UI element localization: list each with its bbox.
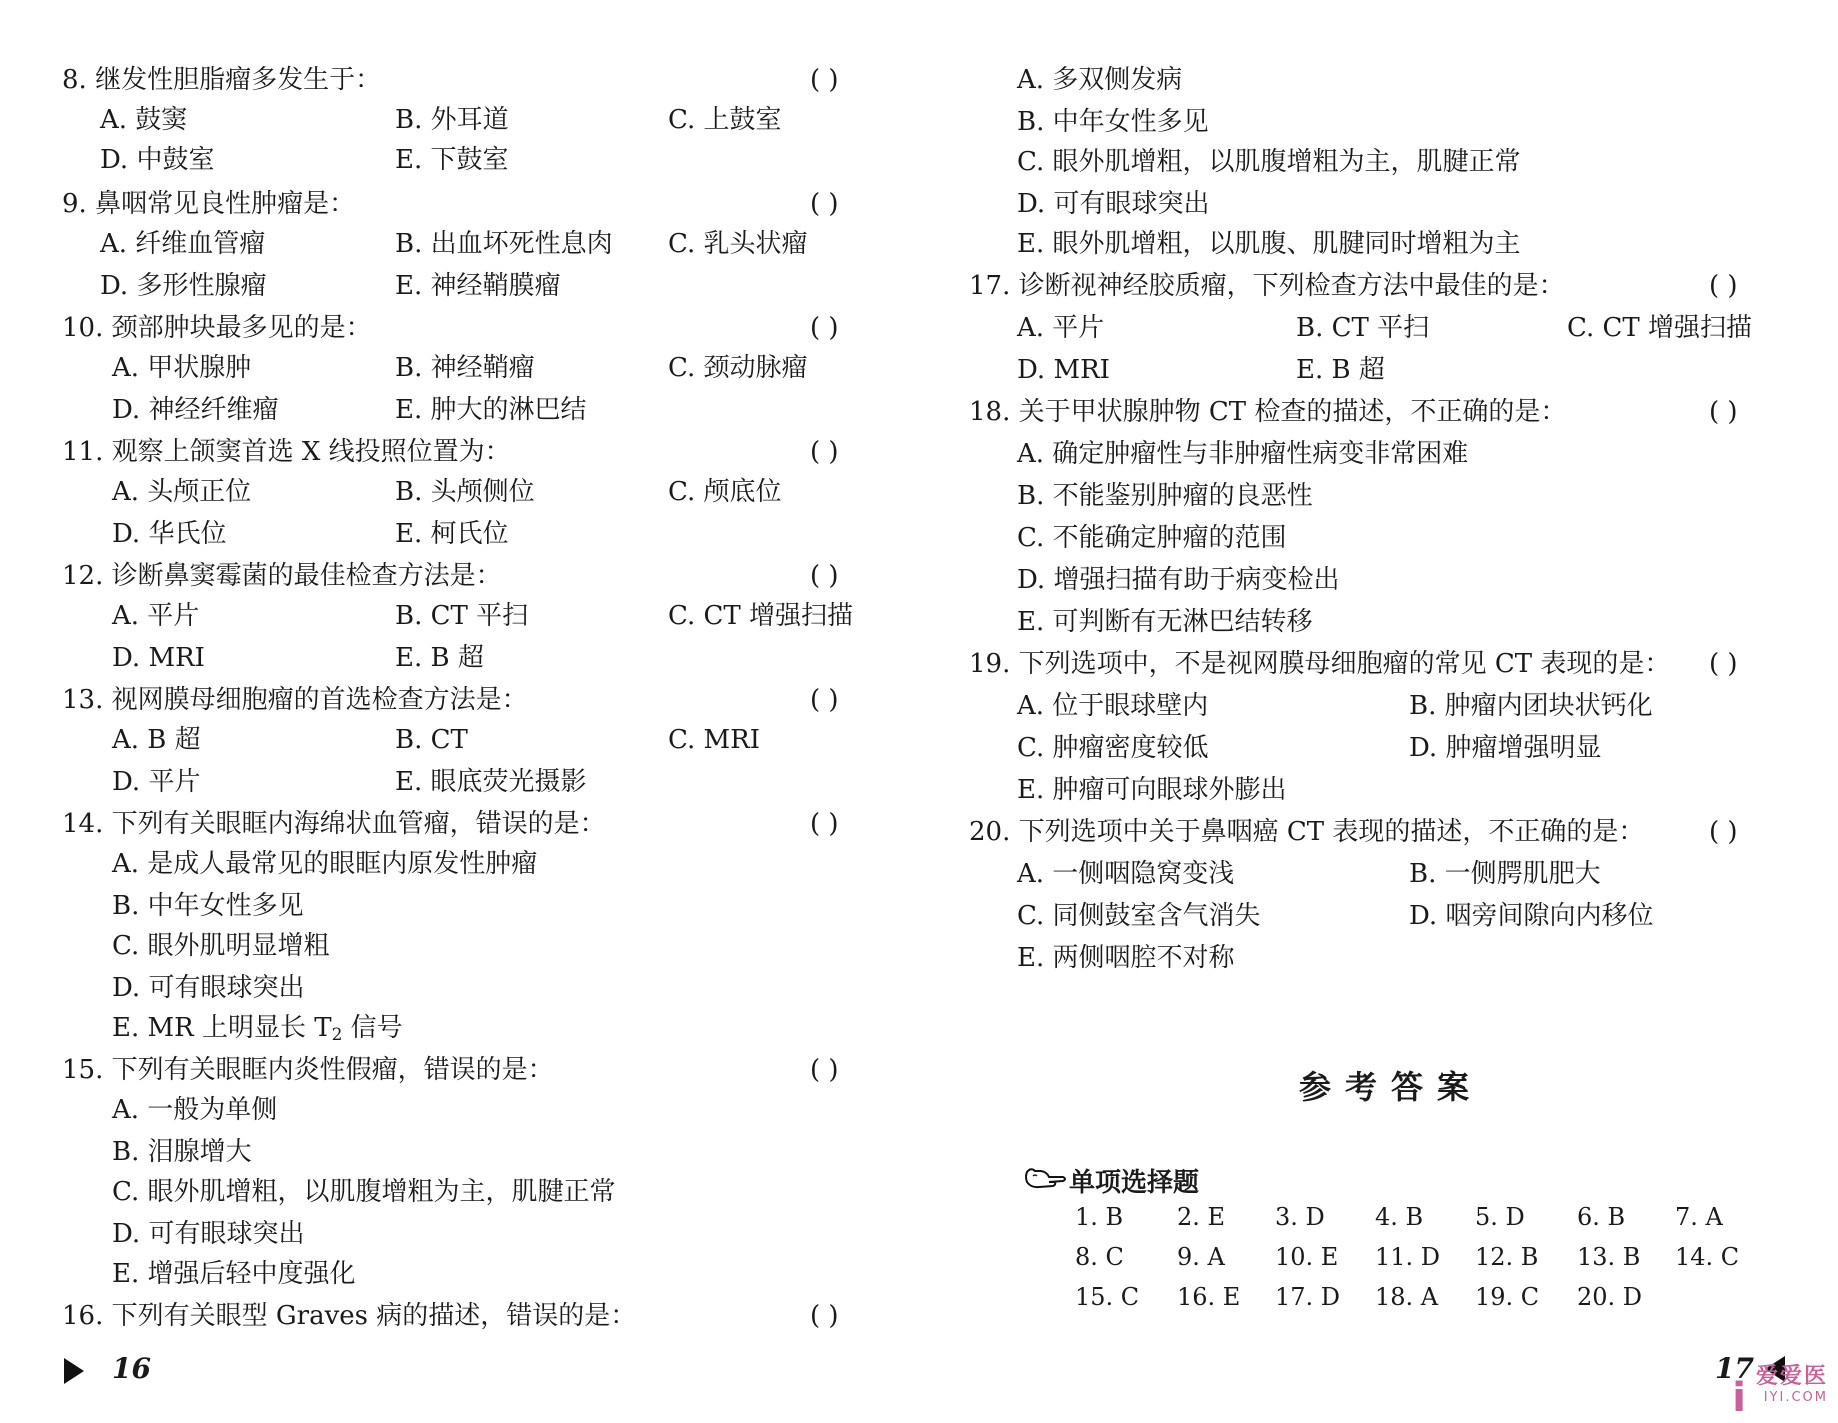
option: D. 平片 [112,767,201,797]
answer-item: 1. B [1075,1203,1124,1231]
option: D. 可有眼球突出 [1017,189,1210,219]
option: D. 华氏位 [112,519,227,549]
question-20-stem: 20. 下列选项中关于鼻咽癌 CT 表现的描述，不正确的是： [969,817,1645,847]
answer-item: 17. D [1275,1283,1341,1311]
option: C. 眼外肌明显增粗 [112,931,330,961]
option: E. 柯氏位 [395,519,509,549]
option: B. 中年女性多见 [1017,107,1209,137]
answer-blank: ( ) [1709,271,1738,301]
page-number: 16 [112,1352,151,1385]
question-8-stem: 8. 继发性胆脂瘤多发生于： [62,65,382,95]
option: E. 两侧咽腔不对称 [1017,943,1235,973]
option: B. 出血坏死性息肉 [395,229,613,259]
answer-item: 15. C [1075,1283,1140,1311]
question-9-stem: 9. 鼻咽常见良性肿瘤是： [62,189,356,219]
option: B. 神经鞘瘤 [395,353,535,383]
option: C. 乳头状瘤 [668,229,808,259]
right-page [919,0,1838,1423]
option: B. 中年女性多见 [112,891,304,921]
answer-item: 18. A [1375,1283,1439,1311]
option: E. 可判断有无淋巴结转移 [1017,607,1313,637]
answer-item: 4. B [1375,1203,1424,1231]
option: C. 肿瘤密度较低 [1017,733,1209,763]
option: A. 头颅正位 [112,477,252,507]
option: D. 可有眼球突出 [112,1219,305,1249]
answer-item: 16. E [1177,1283,1241,1311]
answers-subtitle: 单项选择题 [1069,1168,1200,1198]
option: D. 中鼓室 [100,145,215,175]
pointing-hand-icon [1023,1164,1069,1190]
option: A. 确定肿瘤性与非肿瘤性病变非常困难 [1017,439,1469,469]
watermark [1756,1359,1828,1405]
option: C. CT 增强扫描 [1567,313,1752,343]
option: A. 平片 [112,601,200,631]
option: B. 不能鉴别肿瘤的良恶性 [1017,481,1313,511]
answer-item: 9. A [1177,1243,1225,1271]
question-14-stem: 14. 下列有关眼眶内海绵状血管瘤，错误的是： [62,809,606,839]
answers-title: 参考答案 [1299,1068,1484,1106]
answer-item: 20. D [1577,1283,1643,1311]
answer-blank: ( ) [810,561,839,591]
option: A. 平片 [1017,313,1105,343]
answer-blank: ( ) [810,685,839,715]
option: B. CT 平扫 [395,601,529,631]
answer-item: 12. B [1475,1243,1539,1271]
answer-item: 6. B [1577,1203,1626,1231]
option: E. 眼底荧光摄影 [395,767,587,797]
option: E. 眼外肌增粗，以肌腹、肌腱同时增粗为主 [1017,229,1521,259]
option: C. CT 增强扫描 [668,601,853,631]
option: E. B 超 [1296,355,1385,385]
option: E. 肿大的淋巴结 [395,395,587,425]
question-17-stem: 17. 诊断视神经胶质瘤，下列检查方法中最佳的是： [969,271,1565,301]
option: D. 多形性腺瘤 [100,271,267,301]
page-number: 17 [1715,1352,1754,1385]
answer-blank: ( ) [1709,397,1738,427]
option: C. MRI [668,725,760,755]
question-10-stem: 10. 颈部肿块最多见的是： [62,313,372,343]
option: C. 同侧鼓室含气消失 [1017,901,1261,931]
answer-item: 10. E [1275,1243,1339,1271]
option: C. 眼外肌增粗，以肌腹增粗为主，肌腱正常 [112,1177,616,1207]
answer-blank: ( ) [810,189,839,219]
answer-item: 2. E [1177,1203,1226,1231]
option: B. 泪腺增大 [112,1137,252,1167]
answer-blank: ( ) [1709,817,1738,847]
option: A. 纤维血管瘤 [100,229,266,259]
watermark-logo: i [1732,1375,1746,1421]
question-15-stem: 15. 下列有关眼眶内炎性假瘤，错误的是： [62,1055,554,1085]
option: C. 不能确定肿瘤的范围 [1017,523,1287,553]
option: E. 肿瘤可向眼球外膨出 [1017,775,1287,805]
question-13-stem: 13. 视网膜母细胞瘤的首选检查方法是： [62,685,528,715]
question-18-stem: 18. 关于甲状腺肿物 CT 检查的描述，不正确的是： [969,397,1567,427]
answer-blank: ( ) [810,1301,839,1331]
option: A. 位于眼球壁内 [1017,691,1209,721]
answer-item: 8. C [1075,1243,1124,1271]
option: A. 一般为单侧 [112,1095,278,1125]
option: B. 一侧腭肌肥大 [1409,859,1601,889]
option: E. B 超 [395,643,484,673]
option: A. B 超 [112,725,201,755]
option: B. CT [395,725,468,755]
option: C. 上鼓室 [668,105,782,135]
answer-blank: ( ) [810,809,839,839]
question-19-stem: 19. 下列选项中，不是视网膜母细胞瘤的常见 CT 表现的是： [969,649,1671,679]
question-11-stem: 11. 观察上颌窦首选 X 线投照位置为： [62,437,511,467]
option: E. MR 上明显长 $T_2$ 信号 [112,1013,403,1045]
answer-item: 19. C [1475,1283,1540,1311]
answer-item: 3. D [1275,1203,1325,1231]
answer-blank: ( ) [810,437,839,467]
option: A. 鼓窦 [100,105,188,135]
watermark-url: IYI.COM [1763,1390,1828,1405]
triangle-right-icon [64,1358,84,1384]
answer-item: 13. B [1577,1243,1641,1271]
answer-item: 5. D [1475,1203,1525,1231]
option: A. 是成人最常见的眼眶内原发性肿瘤 [112,849,538,879]
answer-blank: ( ) [810,313,839,343]
answer-item: 7. A [1675,1203,1723,1231]
option: B. 肿瘤内团块状钙化 [1409,691,1653,721]
question-12-stem: 12. 诊断鼻窦霉菌的最佳检查方法是： [62,561,502,591]
option: D. MRI [1017,355,1110,385]
option: B. 头颅侧位 [395,477,535,507]
answer-item: 14. C [1675,1243,1740,1271]
option: D. 可有眼球突出 [112,973,305,1003]
option: E. 神经鞘膜瘤 [395,271,561,301]
option: E. 增强后轻中度强化 [112,1259,356,1289]
option: E. 下鼓室 [395,145,509,175]
option: A. 一侧咽隐窝变浅 [1017,859,1235,889]
question-16-stem: 16. 下列有关眼型 Graves 病的描述，错误的是： [62,1301,637,1331]
option: D. MRI [112,643,205,673]
answer-item: 11. D [1375,1243,1441,1271]
answer-blank: ( ) [810,65,839,95]
watermark-text: 爱爱医 [1755,1364,1828,1389]
option: C. 眼外肌增粗，以肌腹增粗为主，肌腱正常 [1017,147,1521,177]
option: C. 颈动脉瘤 [668,353,808,383]
answer-blank: ( ) [1709,649,1738,679]
option: A. 甲状腺肿 [112,353,252,383]
option: A. 多双侧发病 [1017,65,1183,95]
option: D. 增强扫描有助于病变检出 [1017,565,1340,595]
option: D. 咽旁间隙向内移位 [1409,901,1654,931]
option: D. 肿瘤增强明显 [1409,733,1602,763]
option: B. CT 平扫 [1296,313,1430,343]
option: B. 外耳道 [395,105,509,135]
option: C. 颅底位 [668,477,782,507]
answer-blank: ( ) [810,1055,839,1085]
option: D. 神经纤维瘤 [112,395,279,425]
